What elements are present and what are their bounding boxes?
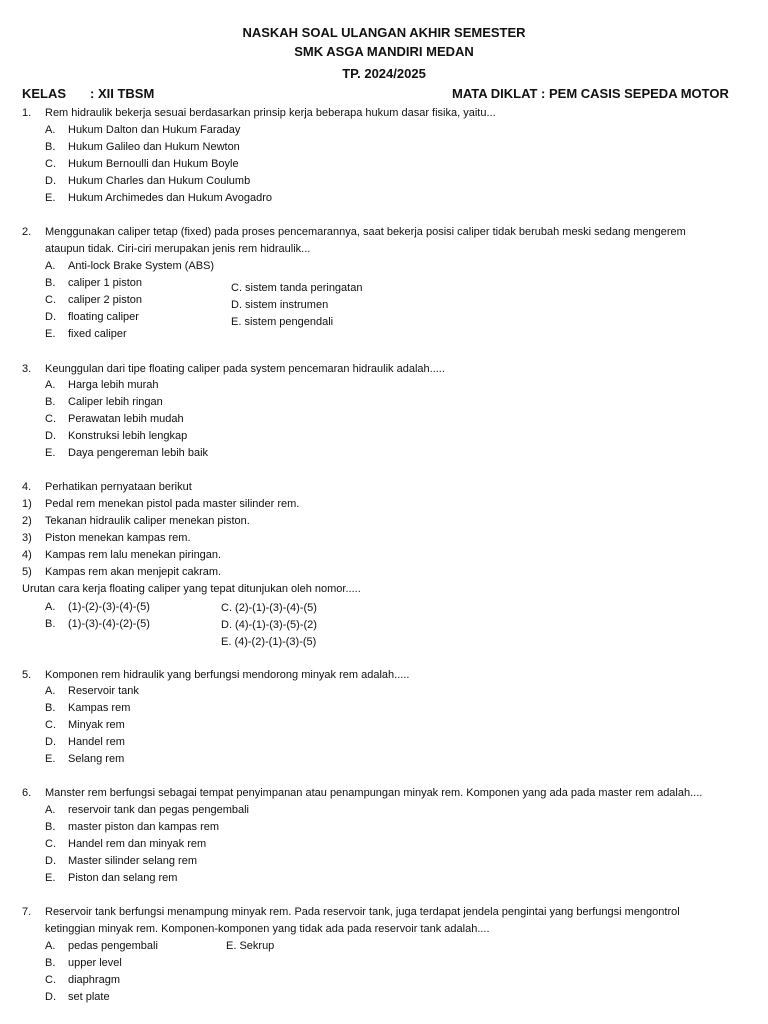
- question-text: Rem hidraulik bekerja sesuai berdasarkan prinsip kerja beberapa hukum dasar fisika, yaitu...: [45, 107, 496, 119]
- statement-number: 2): [22, 515, 32, 527]
- option-letter: A.: [45, 601, 56, 613]
- question-number: 7.: [22, 906, 32, 918]
- option-text: Hukum Archimedes dan Hukum Avogadro: [68, 192, 273, 204]
- option-text: diaphragm: [68, 974, 120, 986]
- option-text: Hukum Bernoulli dan Hukum Boyle: [68, 158, 239, 170]
- school-name: SMK ASGA MANDIRI MEDAN: [294, 44, 474, 59]
- option-text: Hukum Dalton dan Hukum Faraday: [68, 124, 241, 136]
- option-letter: C.: [45, 413, 56, 425]
- option-text: upper level: [68, 957, 122, 969]
- statement-text: Kampas rem akan menjepit cakram.: [45, 566, 222, 578]
- statement-text: Piston menekan kampas rem.: [45, 532, 191, 544]
- option-text: Reservoir tank: [68, 685, 139, 697]
- option-right: D. (4)-(1)-(3)-(5)-(2): [221, 619, 317, 631]
- option-text: caliper 2 piston: [68, 294, 142, 306]
- option-letter: C.: [45, 838, 56, 850]
- question-number: 5.: [22, 669, 32, 681]
- option-text: caliper 1 piston: [68, 277, 142, 289]
- kelas-value: : XII TBSM: [90, 86, 155, 101]
- option-letter: B.: [45, 821, 56, 833]
- option-letter: E.: [45, 753, 56, 765]
- statement-number: 5): [22, 566, 32, 578]
- statement-text: Pedal rem menekan pistol pada master silinder rem.: [45, 498, 300, 510]
- question-text-cont: ataupun tidak. Ciri-ciri merupakan jenis rem hidraulik...: [45, 243, 311, 255]
- option-text: (1)-(3)-(4)-(2)-(5): [68, 618, 150, 630]
- option-letter: E.: [45, 872, 56, 884]
- option-text: fixed caliper: [68, 328, 127, 340]
- option-letter: B.: [45, 618, 56, 630]
- option-letter: D.: [45, 855, 56, 867]
- option-text: floating caliper: [68, 311, 139, 323]
- option-text: Hukum Charles dan Hukum Coulumb: [68, 175, 251, 187]
- question-text: Reservoir tank berfungsi menampung minyak rem. Pada reservoir tank, juga terdapat jendela pengintai yang berfungsi mengontrol: [45, 906, 680, 918]
- option-letter: A.: [45, 804, 56, 816]
- option-text: master piston dan kampas rem: [68, 821, 220, 833]
- question-prompt: Urutan cara kerja floating caliper yang tepat ditunjukan oleh nomor.....: [22, 583, 361, 595]
- option-text: Perawatan lebih mudah: [68, 413, 184, 425]
- option-letter: E.: [45, 192, 56, 204]
- option-letter: D.: [45, 430, 56, 442]
- question-text-cont: ketinggian minyak rem. Komponen-komponen yang tidak ada pada reservoir tank adalah....: [45, 923, 490, 935]
- question-text: Komponen rem hidraulik yang berfungsi mendorong minyak rem adalah.....: [45, 669, 410, 681]
- statement-number: 4): [22, 549, 32, 561]
- option-letter: C.: [45, 158, 56, 170]
- option-letter: C.: [45, 974, 56, 986]
- option-text: Daya pengereman lebih baik: [68, 447, 209, 459]
- statement-number: 1): [22, 498, 32, 510]
- option-text: reservoir tank dan pegas pengembali: [68, 804, 250, 816]
- option-text: Piston dan selang rem: [68, 872, 178, 884]
- option-right: E. sistem pengendali: [231, 316, 334, 328]
- option-letter: B.: [45, 277, 56, 289]
- option-letter: A.: [45, 940, 56, 952]
- option-text: Hukum Galileo dan Hukum Newton: [68, 141, 240, 153]
- question-text: Manster rem berfungsi sebagai tempat penyimpanan atau penampungan minyak rem. Komponen yang ada pada master rem adalah....: [45, 787, 703, 799]
- option-letter: D.: [45, 736, 56, 748]
- option-letter: C.: [45, 294, 56, 306]
- statement-number: 3): [22, 532, 32, 544]
- option-text: Selang rem: [68, 753, 125, 765]
- option-letter: D.: [45, 175, 56, 187]
- mata-diklat: MATA DIKLAT : PEM CASIS SEPEDA MOTOR: [452, 86, 729, 101]
- question-number: 4.: [22, 481, 32, 493]
- option-text: Handel rem: [68, 736, 125, 748]
- option-right: D. sistem instrumen: [231, 299, 329, 311]
- option-letter: B.: [45, 702, 56, 714]
- option-letter: A.: [45, 379, 56, 391]
- option-text: Harga lebih murah: [68, 379, 159, 391]
- question-number: 2.: [22, 226, 32, 238]
- option-text: Konstruksi lebih lengkap: [68, 430, 188, 442]
- option-letter: E.: [45, 447, 56, 459]
- option-letter: D.: [45, 991, 56, 1003]
- option-text: pedas pengembali: [68, 940, 158, 952]
- option-letter: A.: [45, 260, 56, 272]
- option-letter: A.: [45, 685, 56, 697]
- option-right: C. sistem tanda peringatan: [231, 282, 363, 294]
- question-number: 1.: [22, 107, 32, 119]
- option-text: Kampas rem: [68, 702, 131, 714]
- option-text: (1)-(2)-(3)-(4)-(5): [68, 601, 150, 613]
- exam-title: NASKAH SOAL ULANGAN AKHIR SEMESTER: [242, 25, 526, 40]
- option-letter: B.: [45, 957, 56, 969]
- option-right: C. (2)-(1)-(3)-(4)-(5): [221, 602, 317, 614]
- option-text: Handel rem dan minyak rem: [68, 838, 207, 850]
- option-letter: A.: [45, 124, 56, 136]
- option-text: Minyak rem: [68, 719, 125, 731]
- option-text: Master silinder selang rem: [68, 855, 197, 867]
- question-number: 6.: [22, 787, 32, 799]
- statement-text: Tekanan hidraulik caliper menekan piston.: [45, 515, 250, 527]
- option-letter: C.: [45, 719, 56, 731]
- option-text: Anti-lock Brake System (ABS): [68, 260, 215, 272]
- question-number: 3.: [22, 363, 32, 375]
- kelas-label: KELAS: [22, 86, 67, 101]
- option-letter: D.: [45, 311, 56, 323]
- statement-text: Kampas rem lalu menekan piringan.: [45, 549, 222, 561]
- question-text: Menggunakan caliper tetap (fixed) pada proses pencemarannya, saat bekerja posisi caliper tidak berubah meski sedang mengerem: [45, 226, 686, 238]
- option-letter: B.: [45, 396, 56, 408]
- option-right: E. (4)-(2)-(1)-(3)-(5): [221, 636, 317, 648]
- option-right: E. Sekrup: [226, 940, 275, 952]
- question-text: Perhatikan pernyataan berikut: [45, 481, 192, 493]
- option-text: Caliper lebih ringan: [68, 396, 163, 408]
- option-letter: E.: [45, 328, 56, 340]
- school-year: TP. 2024/2025: [342, 66, 426, 81]
- option-letter: B.: [45, 141, 56, 153]
- option-text: set plate: [68, 991, 110, 1003]
- question-text: Keunggulan dari tipe floating caliper pada system pencemaran hidraulik adalah.....: [45, 363, 445, 375]
